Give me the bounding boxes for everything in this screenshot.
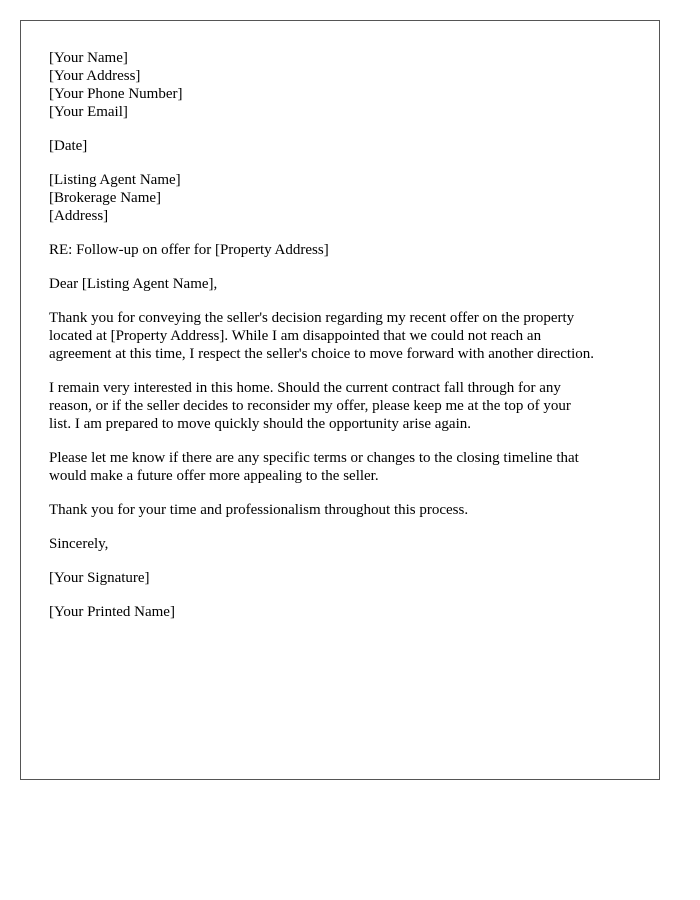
date-block <box>49 137 649 155</box>
paragraph-2 <box>49 379 649 433</box>
paragraph-line: agreement at this time, I respect the seller's choice to move forward with another direction. <box>49 346 595 362</box>
subject-line: RE: Follow-up on offer for [Property Address] <box>49 242 329 258</box>
closing: Sincerely, <box>49 536 109 552</box>
recipient-name: [Listing Agent Name] <box>49 172 181 188</box>
paragraph-3 <box>49 449 649 485</box>
sender-address: [Your Address] <box>49 68 141 84</box>
paragraph-line: list. I am prepared to move quickly should the opportunity arise again. <box>49 416 471 432</box>
sender-block <box>49 49 649 121</box>
salutation: Dear [Listing Agent Name], <box>49 276 218 292</box>
signature: [Your Signature] <box>49 570 150 586</box>
paragraph-line: located at [Property Address]. While I am disappointed that we could not reach an <box>49 328 542 344</box>
paragraph-1 <box>49 309 649 363</box>
printed-name: [Your Printed Name] <box>49 604 175 620</box>
sender-name: [Your Name] <box>49 50 128 66</box>
recipient-brokerage: [Brokerage Name] <box>49 190 162 206</box>
letter-body <box>49 49 649 637</box>
paragraph-line: reason, or if the seller decides to reconsider my offer, please keep me at the top of your <box>49 398 571 414</box>
letter-date: [Date] <box>49 138 88 154</box>
paragraph-line: I remain very interested in this home. Should the current contract fall through for any <box>49 380 561 396</box>
recipient-block <box>49 171 649 225</box>
letter-page <box>20 20 660 780</box>
paragraph-4: Thank you for your time and professionalism throughout this process. <box>49 502 469 518</box>
paragraph-line: would make a future offer more appealing to the seller. <box>49 468 379 484</box>
sender-phone: [Your Phone Number] <box>49 86 183 102</box>
sender-email: [Your Email] <box>49 104 128 120</box>
recipient-address: [Address] <box>49 208 109 224</box>
paragraph-line: Please let me know if there are any specific terms or changes to the closing timeline that <box>49 450 579 466</box>
paragraph-line: Thank you for conveying the seller's decision regarding my recent offer on the property <box>49 310 575 326</box>
